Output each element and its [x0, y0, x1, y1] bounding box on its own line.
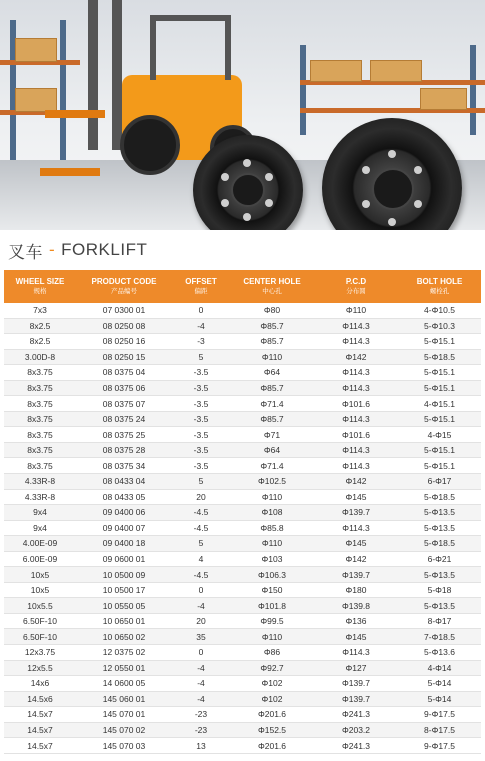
cell-bolt-hole: 9-Φ17.5: [398, 738, 481, 754]
cell-offset: 13: [172, 738, 230, 754]
table-row: [4, 411, 481, 427]
cell-bolt-hole: 6-Φ21: [398, 551, 481, 567]
cell-offset: 0: [172, 303, 230, 318]
table-row: [4, 318, 481, 334]
cell-pcd: Φ241.3: [314, 707, 398, 723]
cell-pcd: Φ114.3: [314, 458, 398, 474]
cell-bolt-hole: 5-Φ13.6: [398, 645, 481, 661]
table-row: [4, 660, 481, 676]
cell-product-code: 09 0400 18: [76, 536, 172, 552]
header-wheel-size: WHEEL SIZE 规格: [4, 270, 76, 303]
section-title: [0, 230, 485, 270]
cell-offset: -3.5: [172, 442, 230, 458]
cell-product-code: 10 0500 17: [76, 582, 172, 598]
cell-center-hole: Φ64: [230, 365, 314, 381]
cell-bolt-hole: 8-Φ17: [398, 613, 481, 629]
cell-bolt-hole: 5-Φ14: [398, 691, 481, 707]
cell-wheel-size: 14.5x7: [4, 707, 76, 723]
cell-bolt-hole: 9-Φ17.5: [398, 707, 481, 723]
cell-wheel-size: 8x3.75: [4, 365, 76, 381]
table-row: [4, 738, 481, 754]
cell-bolt-hole: 5-Φ13.5: [398, 520, 481, 536]
cell-center-hole: Φ110: [230, 536, 314, 552]
cell-wheel-size: 6.50F-10: [4, 613, 76, 629]
cell-wheel-size: 6.00E-09: [4, 551, 76, 567]
cell-center-hole: Φ102: [230, 676, 314, 692]
cell-bolt-hole: 5-Φ13.5: [398, 505, 481, 521]
table-row: [4, 380, 481, 396]
cell-center-hole: Φ92.7: [230, 660, 314, 676]
cell-pcd: Φ114.3: [314, 645, 398, 661]
cell-center-hole: Φ85.7: [230, 380, 314, 396]
table-row: [4, 474, 481, 490]
table-row: [4, 645, 481, 661]
cell-pcd: Φ101.6: [314, 396, 398, 412]
cell-offset: -23: [172, 707, 230, 723]
table-row: [4, 722, 481, 738]
cell-product-code: 12 0550 01: [76, 660, 172, 676]
cell-pcd: Φ145: [314, 629, 398, 645]
table-row: [4, 334, 481, 350]
cell-offset: -4: [172, 660, 230, 676]
cell-product-code: 08 0375 25: [76, 427, 172, 443]
table-row: [4, 598, 481, 614]
cell-center-hole: Φ71: [230, 427, 314, 443]
cell-pcd: Φ180: [314, 582, 398, 598]
cell-product-code: 12 0375 02: [76, 645, 172, 661]
cell-wheel-size: 8x3.75: [4, 442, 76, 458]
cell-wheel-size: 8x3.75: [4, 458, 76, 474]
cell-pcd: Φ145: [314, 536, 398, 552]
table-row: [4, 505, 481, 521]
cell-wheel-size: 9x4: [4, 505, 76, 521]
cell-product-code: 08 0375 34: [76, 458, 172, 474]
cell-bolt-hole: 5-Φ15.1: [398, 458, 481, 474]
cell-product-code: 08 0250 08: [76, 318, 172, 334]
cell-center-hole: Φ103: [230, 551, 314, 567]
cell-pcd: Φ114.3: [314, 334, 398, 350]
cell-pcd: Φ114.3: [314, 365, 398, 381]
table-row: [4, 567, 481, 583]
table-row: [4, 396, 481, 412]
cell-bolt-hole: 5-Φ18.5: [398, 489, 481, 505]
cell-pcd: Φ114.3: [314, 318, 398, 334]
large-rim-image: [322, 118, 462, 230]
cell-offset: -4.5: [172, 567, 230, 583]
table-row: [4, 365, 481, 381]
table-row: [4, 551, 481, 567]
crate: [370, 60, 422, 82]
cell-offset: -4: [172, 598, 230, 614]
cell-product-code: 08 0375 04: [76, 365, 172, 381]
table-row: [4, 613, 481, 629]
cell-center-hole: Φ108: [230, 505, 314, 521]
cell-center-hole: Φ64: [230, 442, 314, 458]
cell-center-hole: Φ71.4: [230, 458, 314, 474]
cell-pcd: Φ127: [314, 660, 398, 676]
cell-center-hole: Φ85.7: [230, 411, 314, 427]
cell-wheel-size: 10x5.5: [4, 598, 76, 614]
cell-wheel-size: 3.00D-8: [4, 349, 76, 365]
cell-pcd: Φ139.8: [314, 598, 398, 614]
cell-wheel-size: 8x2.5: [4, 318, 76, 334]
header-bolt-hole: BOLT HOLE 螺栓孔: [398, 270, 481, 303]
cell-bolt-hole: 5-Φ15.1: [398, 365, 481, 381]
cell-bolt-hole: 5-Φ18: [398, 582, 481, 598]
cell-center-hole: Φ110: [230, 629, 314, 645]
cell-offset: -4.5: [172, 520, 230, 536]
cell-offset: -3.5: [172, 411, 230, 427]
table-row: [4, 676, 481, 692]
table-row: [4, 303, 481, 318]
cell-offset: -4: [172, 691, 230, 707]
cell-bolt-hole: 5-Φ15.1: [398, 380, 481, 396]
cell-pcd: Φ114.3: [314, 411, 398, 427]
cell-offset: 5: [172, 536, 230, 552]
cell-product-code: 08 0250 15: [76, 349, 172, 365]
table-row: [4, 349, 481, 365]
cell-center-hole: Φ99.5: [230, 613, 314, 629]
cell-center-hole: Φ152.5: [230, 722, 314, 738]
header-offset: OFFSET 偏距: [172, 270, 230, 303]
cell-offset: -23: [172, 722, 230, 738]
cell-product-code: 14 0600 05: [76, 676, 172, 692]
cell-pcd: Φ142: [314, 349, 398, 365]
cell-product-code: 145 060 01: [76, 691, 172, 707]
cell-bolt-hole: 6-Φ17: [398, 474, 481, 490]
table-row: [4, 458, 481, 474]
cell-center-hole: Φ106.3: [230, 567, 314, 583]
cell-product-code: 09 0400 06: [76, 505, 172, 521]
cell-offset: -3.5: [172, 458, 230, 474]
cell-offset: 5: [172, 474, 230, 490]
header-product-code: PRODUCT CODE 产品编号: [76, 270, 172, 303]
cell-wheel-size: 8x3.75: [4, 396, 76, 412]
header-pcd: P.C.D 分布圆: [314, 270, 398, 303]
cell-wheel-size: 6.50F-10: [4, 629, 76, 645]
cell-bolt-hole: 5-Φ18.5: [398, 536, 481, 552]
cell-offset: -3.5: [172, 396, 230, 412]
cell-product-code: 08 0250 16: [76, 334, 172, 350]
cell-center-hole: Φ150: [230, 582, 314, 598]
cell-offset: -4: [172, 318, 230, 334]
cell-offset: 4: [172, 551, 230, 567]
cell-center-hole: Φ110: [230, 489, 314, 505]
hero-image: [0, 0, 485, 230]
cell-wheel-size: 8x3.75: [4, 380, 76, 396]
cell-product-code: 09 0600 01: [76, 551, 172, 567]
cell-offset: 0: [172, 645, 230, 661]
cell-offset: -4.5: [172, 505, 230, 521]
cell-pcd: Φ139.7: [314, 505, 398, 521]
cell-wheel-size: 4.33R-8: [4, 489, 76, 505]
cell-product-code: 08 0375 28: [76, 442, 172, 458]
cell-product-code: 08 0375 24: [76, 411, 172, 427]
cell-center-hole: Φ71.4: [230, 396, 314, 412]
table-row: [4, 629, 481, 645]
cell-center-hole: Φ201.6: [230, 707, 314, 723]
cell-product-code: 08 0375 07: [76, 396, 172, 412]
cell-center-hole: Φ110: [230, 349, 314, 365]
spec-table: [4, 270, 481, 754]
cell-product-code: 08 0433 05: [76, 489, 172, 505]
cell-product-code: 08 0375 06: [76, 380, 172, 396]
cell-pcd: Φ203.2: [314, 722, 398, 738]
cell-wheel-size: 4.00E-09: [4, 536, 76, 552]
table-header-row: [4, 270, 481, 303]
crate: [310, 60, 362, 82]
cell-wheel-size: 12x5.5: [4, 660, 76, 676]
cell-pcd: Φ101.6: [314, 427, 398, 443]
cell-wheel-size: 14.5x7: [4, 722, 76, 738]
cell-center-hole: Φ102.5: [230, 474, 314, 490]
cell-pcd: Φ142: [314, 551, 398, 567]
cell-pcd: Φ145: [314, 489, 398, 505]
cell-pcd: Φ142: [314, 474, 398, 490]
cell-product-code: 10 0550 05: [76, 598, 172, 614]
cell-product-code: 10 0500 09: [76, 567, 172, 583]
table-row: [4, 520, 481, 536]
shelf-post: [60, 20, 66, 160]
cell-pcd: Φ110: [314, 303, 398, 318]
shelf-post: [300, 45, 306, 135]
cell-offset: -3.5: [172, 427, 230, 443]
cell-pcd: Φ139.7: [314, 691, 398, 707]
cell-center-hole: Φ85.8: [230, 520, 314, 536]
cell-offset: -4: [172, 676, 230, 692]
table-row: [4, 582, 481, 598]
cell-bolt-hole: 5-Φ14: [398, 676, 481, 692]
cell-wheel-size: 10x5: [4, 567, 76, 583]
cell-pcd: Φ139.7: [314, 676, 398, 692]
title-cn: 叉车: [8, 242, 43, 262]
table-row: [4, 427, 481, 443]
cell-product-code: 08 0433 04: [76, 474, 172, 490]
cell-bolt-hole: 4-Φ15.1: [398, 396, 481, 412]
cell-bolt-hole: 5-Φ15.1: [398, 411, 481, 427]
cell-wheel-size: 9x4: [4, 520, 76, 536]
cell-offset: -3.5: [172, 365, 230, 381]
cell-offset: 35: [172, 629, 230, 645]
cell-bolt-hole: 5-Φ15.1: [398, 334, 481, 350]
cell-offset: 20: [172, 613, 230, 629]
crate: [420, 88, 467, 110]
cell-wheel-size: 12x3.75: [4, 645, 76, 661]
cell-bolt-hole: 8-Φ17.5: [398, 722, 481, 738]
cell-center-hole: Φ86: [230, 645, 314, 661]
cell-product-code: 145 070 01: [76, 707, 172, 723]
cell-pcd: Φ114.3: [314, 442, 398, 458]
cell-wheel-size: 14x6: [4, 676, 76, 692]
table-row: [4, 442, 481, 458]
cell-wheel-size: 8x3.75: [4, 427, 76, 443]
cell-product-code: 10 0650 02: [76, 629, 172, 645]
cell-center-hole: Φ102: [230, 691, 314, 707]
cell-center-hole: Φ101.8: [230, 598, 314, 614]
cell-bolt-hole: 4-Φ14: [398, 660, 481, 676]
small-rim-image: [193, 135, 303, 230]
cell-wheel-size: 14.5x7: [4, 738, 76, 754]
table-row: [4, 707, 481, 723]
cell-wheel-size: 4.33R-8: [4, 474, 76, 490]
cell-offset: -3: [172, 334, 230, 350]
shelf-post: [470, 45, 476, 135]
cell-wheel-size: 7x3: [4, 303, 76, 318]
crate: [15, 38, 57, 62]
cell-center-hole: Φ80: [230, 303, 314, 318]
cell-offset: 5: [172, 349, 230, 365]
cell-center-hole: Φ201.6: [230, 738, 314, 754]
title-separator: -: [49, 240, 56, 259]
cell-offset: 0: [172, 582, 230, 598]
cell-product-code: 09 0400 07: [76, 520, 172, 536]
cell-wheel-size: 14.5x6: [4, 691, 76, 707]
cell-pcd: Φ241.3: [314, 738, 398, 754]
cell-pcd: Φ114.3: [314, 380, 398, 396]
cell-bolt-hole: 4-Φ10.5: [398, 303, 481, 318]
table-row: [4, 536, 481, 552]
cell-pcd: Φ139.7: [314, 567, 398, 583]
cell-product-code: 07 0300 01: [76, 303, 172, 318]
cell-center-hole: Φ85.7: [230, 334, 314, 350]
cell-product-code: 145 070 02: [76, 722, 172, 738]
cell-bolt-hole: 4-Φ15: [398, 427, 481, 443]
cell-offset: 20: [172, 489, 230, 505]
cell-wheel-size: 10x5: [4, 582, 76, 598]
cell-center-hole: Φ85.7: [230, 318, 314, 334]
cell-bolt-hole: 5-Φ18.5: [398, 349, 481, 365]
crate: [15, 88, 57, 112]
cell-bolt-hole: 5-Φ13.5: [398, 567, 481, 583]
table-row: [4, 691, 481, 707]
cell-bolt-hole: 5-Φ13.5: [398, 598, 481, 614]
cell-product-code: 10 0650 01: [76, 613, 172, 629]
cell-bolt-hole: 5-Φ15.1: [398, 442, 481, 458]
cell-pcd: Φ114.3: [314, 520, 398, 536]
cell-bolt-hole: 7-Φ18.5: [398, 629, 481, 645]
title-en: FORKLIFT: [61, 240, 148, 259]
cell-product-code: 145 070 03: [76, 738, 172, 754]
cell-wheel-size: 8x2.5: [4, 334, 76, 350]
cell-offset: -3.5: [172, 380, 230, 396]
header-center-hole: CENTER HOLE 中心孔: [230, 270, 314, 303]
cell-wheel-size: 8x3.75: [4, 411, 76, 427]
table-row: [4, 489, 481, 505]
cell-bolt-hole: 5-Φ10.3: [398, 318, 481, 334]
cell-pcd: Φ136: [314, 613, 398, 629]
